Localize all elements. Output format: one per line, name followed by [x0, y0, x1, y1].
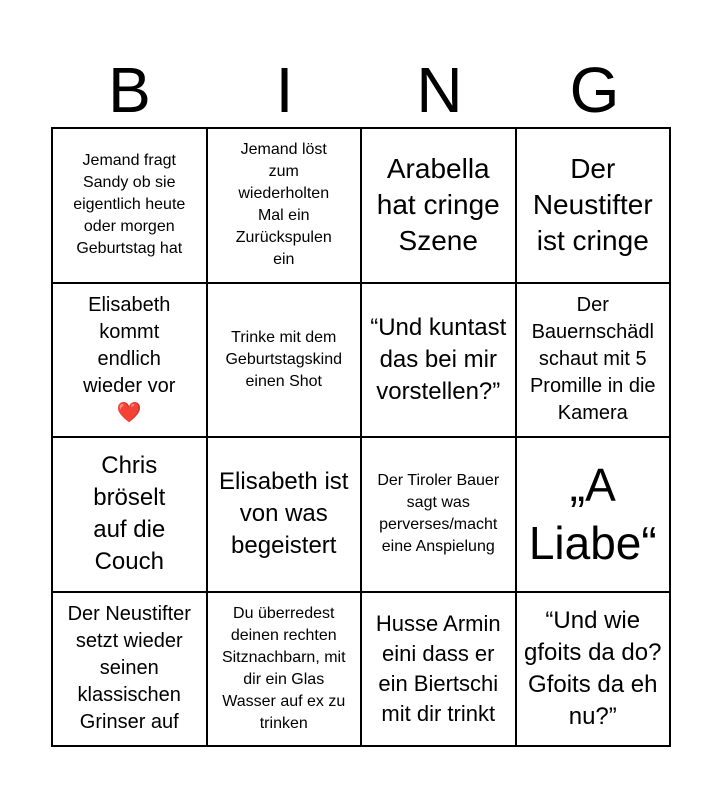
bingo-cell[interactable]: [362, 129, 517, 284]
cell-text: Der Tiroler Bauer sagt was perverses/macht eine Anspielung: [377, 472, 500, 556]
cell-text: “Und kuntast das bei mir vorstellen?”: [370, 313, 507, 405]
cell-text: Jemand löst zum wiederholten Mal ein Zurückspulen ein: [235, 141, 332, 269]
cell-text: Der Neustifter setzt wieder seinen klassischen Grinser auf: [67, 603, 191, 734]
bingo-cell[interactable]: [208, 438, 363, 593]
bingo-header: [52, 52, 672, 128]
cell-text: Du überredest deinen rechten Sitznachbarn, mit dir ein Glas Wasser auf ex zu trinken: [221, 604, 346, 732]
cell-text: „A Liabe“: [528, 459, 657, 570]
cell-text: Elisabeth ist von was begeistert: [219, 468, 349, 560]
cell-text: Husse Armin eini dass er ein Biertschi mit dir trinkt: [375, 610, 501, 726]
bingo-cell[interactable]: [53, 593, 208, 748]
bingo-cell[interactable]: [53, 129, 208, 284]
cell-text: Trinke mit dem Geburtstagskind einen Shot: [225, 328, 342, 390]
header-letter-b: B: [108, 54, 151, 126]
heart-icon: ❤️: [116, 402, 142, 425]
bingo-cell[interactable]: [208, 593, 363, 748]
cell-text: Der Neustifter ist cringe: [532, 153, 653, 257]
header-letter-n: N: [416, 54, 463, 126]
bingo-cell[interactable]: [208, 284, 363, 439]
bingo-cell[interactable]: [517, 593, 672, 748]
bingo-board: [51, 127, 671, 747]
cell-text: Jemand fragt Sandy ob sie eigentlich heute oder morgen Geburtstag hat: [73, 152, 186, 258]
header-letter-g: G: [569, 54, 620, 126]
bingo-cell[interactable]: [517, 438, 672, 593]
cell-text: Arabella hat cringe Szene: [376, 153, 500, 257]
bingo-cell[interactable]: [208, 129, 363, 284]
bingo-cell[interactable]: [517, 129, 672, 284]
cell-text: Elisabeth kommt endlich wieder vor: [83, 294, 176, 398]
bingo-cell[interactable]: [53, 284, 208, 439]
header-letter-i: I: [275, 54, 294, 126]
bingo-cell[interactable]: [53, 438, 208, 593]
cell-text: Chris bröselt auf die Couch: [93, 452, 166, 576]
bingo-cell[interactable]: [362, 284, 517, 439]
bingo-cell[interactable]: [517, 284, 672, 439]
cell-text: Der Bauernschädl schaut mit 5 Promille in die Kamera: [529, 294, 656, 425]
bingo-cell[interactable]: [362, 438, 517, 593]
bingo-cell[interactable]: [362, 593, 517, 748]
cell-text: “Und wie gfoits da do? Gfoits da eh nu?”: [524, 606, 662, 730]
